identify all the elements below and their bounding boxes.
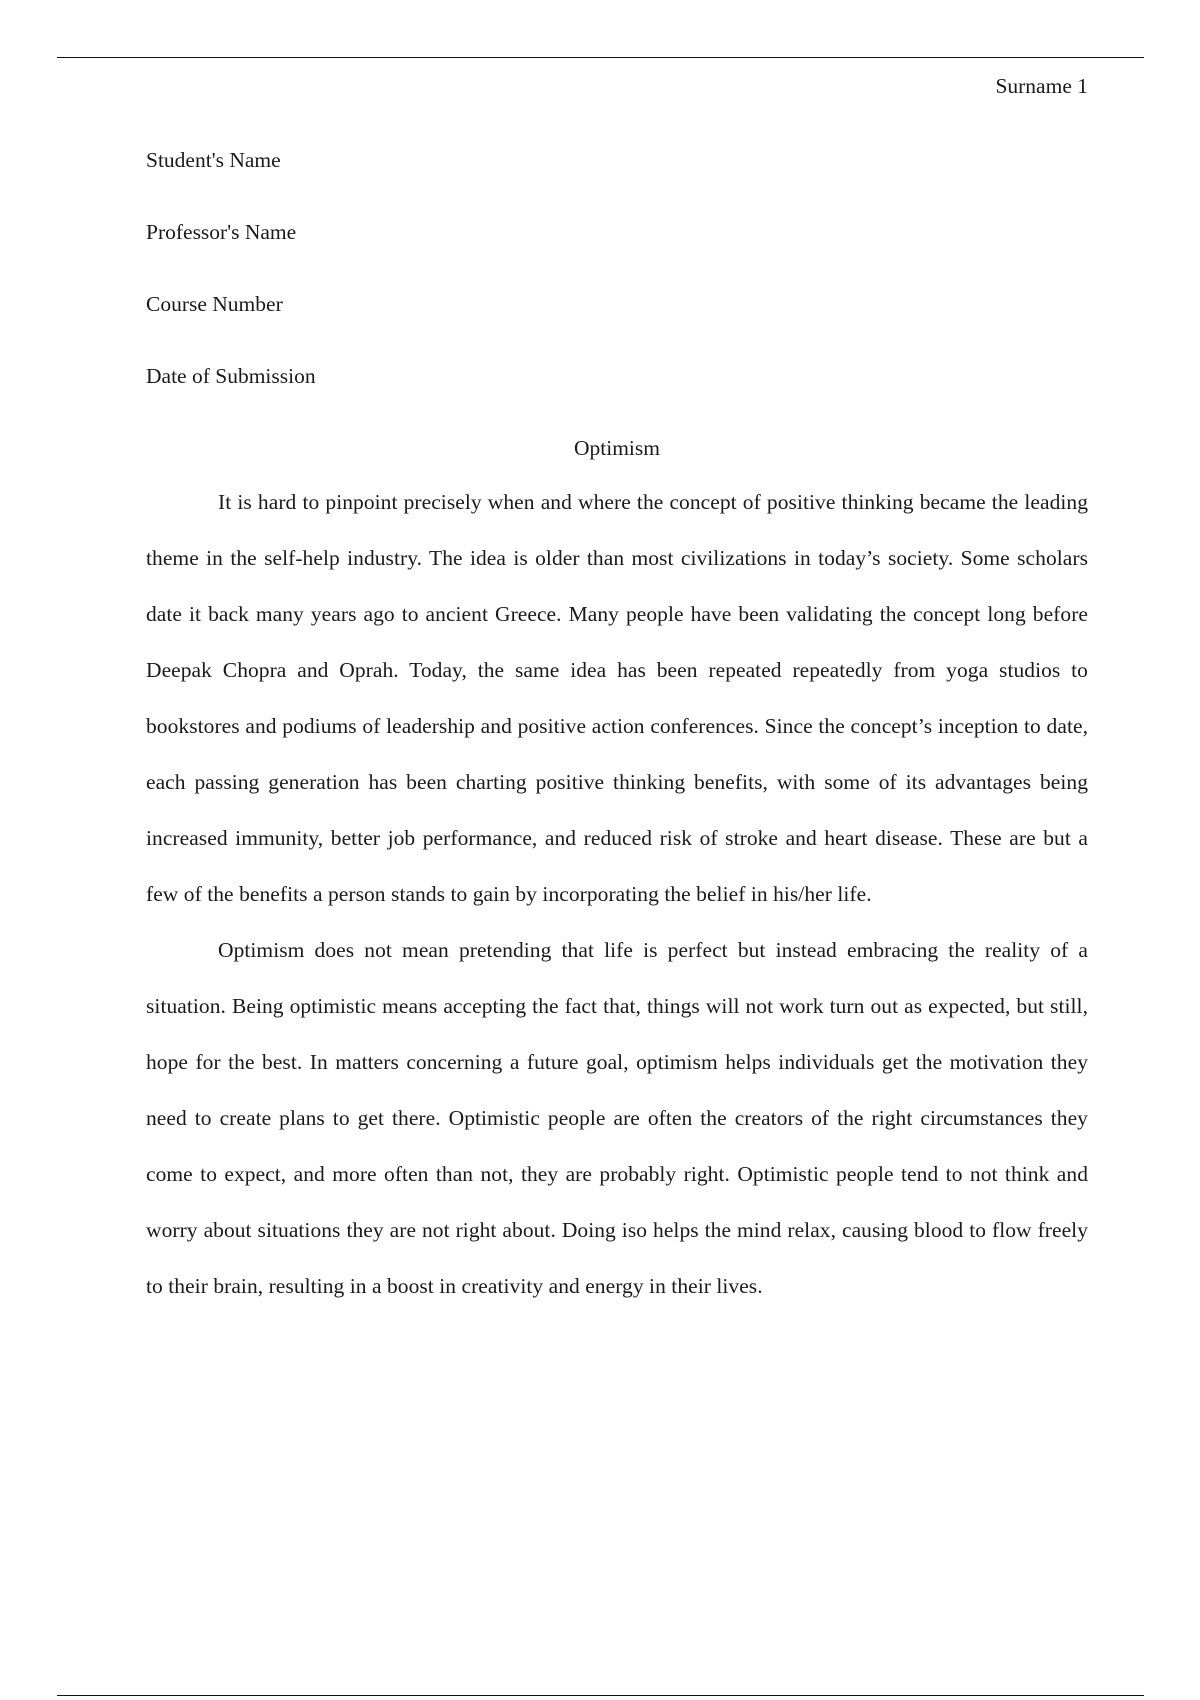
body-paragraph-1: It is hard to pinpoint precisely when and where the concept of positive thinking became the leading theme in the self-help industry. The idea is older than most civilizations in today’s society. Some scholars date it back many years ago to ancient Greece. Many people have been validating the concept long before Deepak Chopra and Oprah. Today, the same idea has been repeated repeatedly from yoga studios to bookstores and podiums of leadership and positive action conferences. Since the concept’s inception to date, each passing generation has been charting positive thinking benefits, with some of its advantages being increased immunity, better job performance, and reduced risk of stroke and heart disease. These are but a few of the benefits a person stands to gain by incorporating the belief in his/her life. xyxy=(146,490,1088,906)
running-head: Surname 1 xyxy=(995,74,1088,98)
course-number: Course Number xyxy=(146,292,283,316)
body-paragraph-2: Optimism does not mean pretending that life is perfect but instead embracing the reality of a situation. Being optimistic means accepting the fact that, things will not work turn out as expected, but still, hope for the best. In matters concerning a future goal, optimism helps individuals get the motivation they need to create plans to get there. Optimistic people are often the creators of the right circumstances they come to expect, and more often than not, they are probably right. Optimistic people tend to not think and worry about situations they are not right about. Doing iso helps the mind relax, causing blood to flow freely to their brain, resulting in a boost in creativity and energy in their lives. xyxy=(146,938,1088,1298)
date-of-submission: Date of Submission xyxy=(146,364,316,388)
document-page xyxy=(146,70,1088,1314)
top-rule xyxy=(57,57,1144,58)
professor-name: Professor's Name xyxy=(146,220,297,244)
bottom-rule xyxy=(57,1695,1144,1696)
student-name: Student's Name xyxy=(146,148,281,172)
document-title: Optimism xyxy=(573,436,660,460)
